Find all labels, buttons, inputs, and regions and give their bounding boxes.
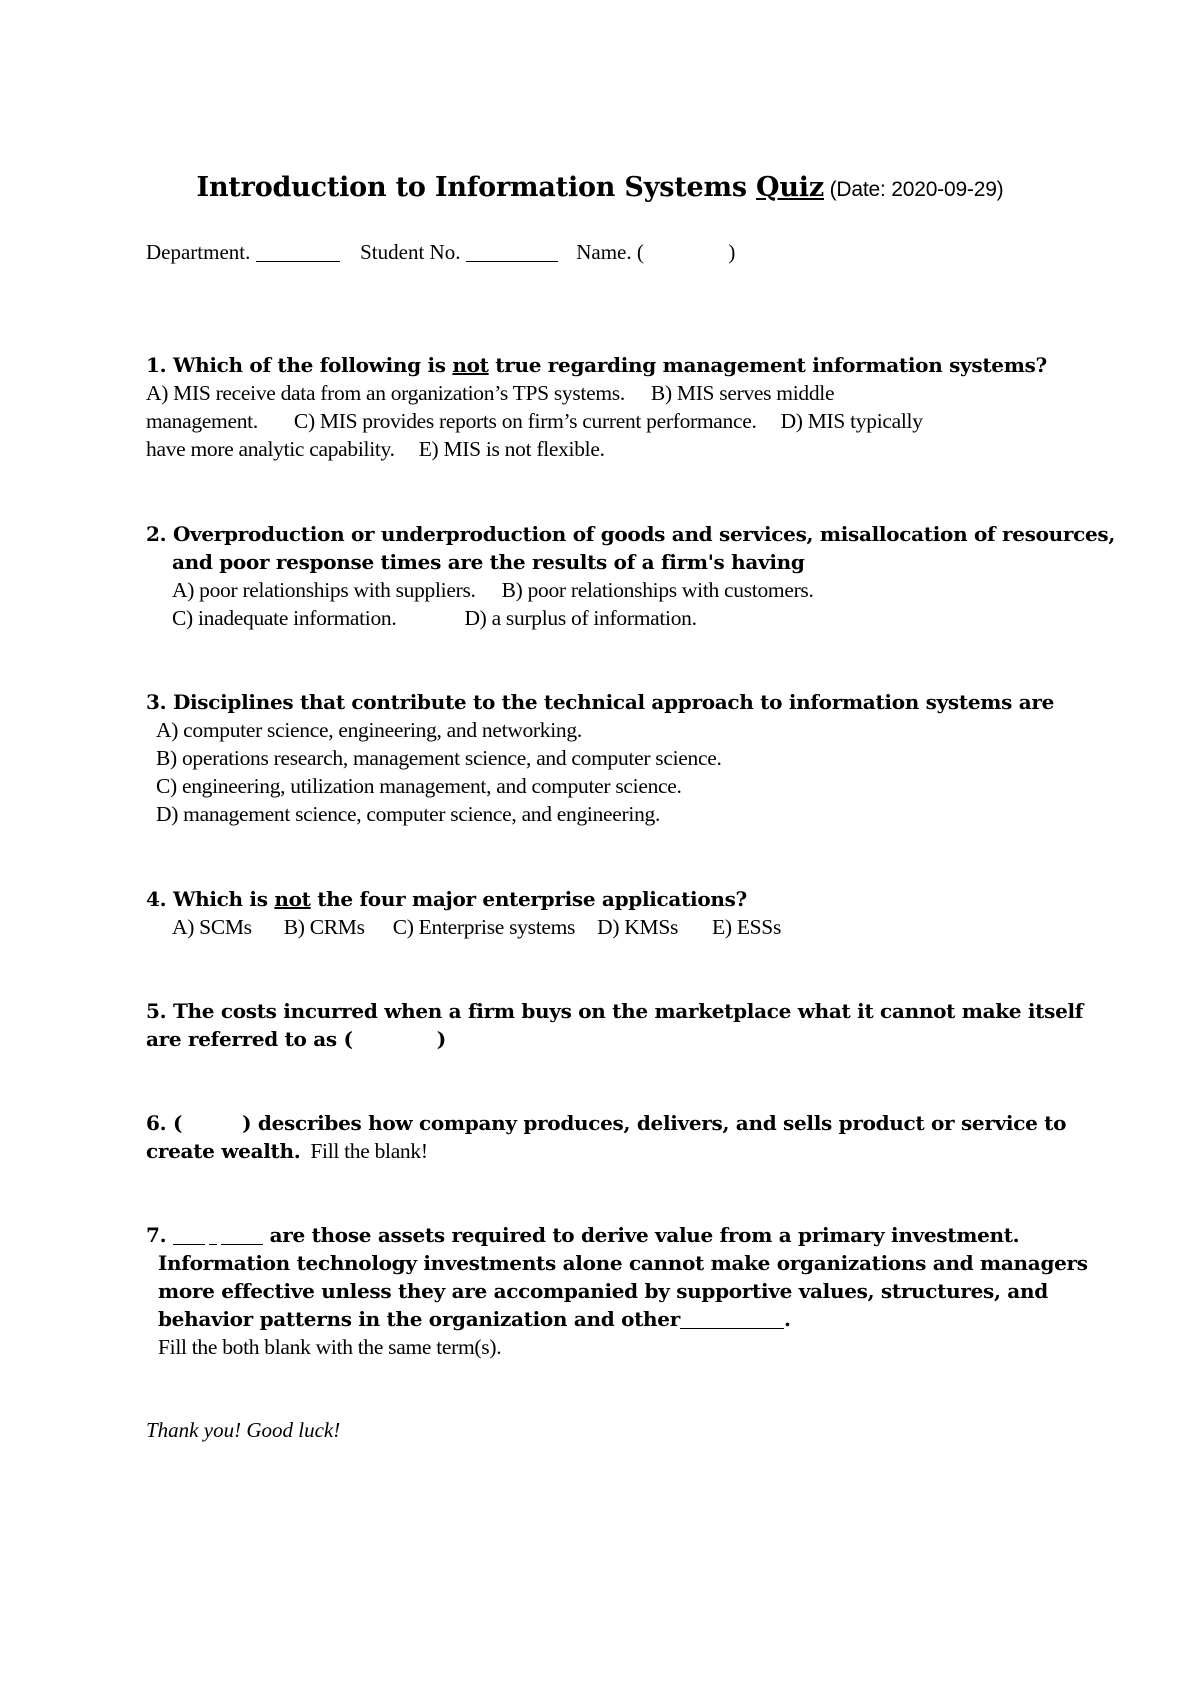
student-info-line — [146, 240, 735, 265]
thanks-message: Thank you! Good luck! — [146, 1418, 341, 1442]
page-title — [0, 172, 1200, 203]
q7-stem-line1: 7. are those assets required to derive value from a primary investment. — [146, 1223, 1020, 1247]
q2-options-line1 — [172, 576, 814, 604]
q7-stem-line3: more effective unless they are accompanied by supportive values, structures, and — [158, 1279, 1048, 1303]
q1-options-line2: management. C) MIS provides reports on firm’s current performance. D) MIS typically — [146, 409, 923, 433]
q3-option-a: A) computer science, engineering, and networking. — [156, 718, 582, 742]
q7-stem-line2: Information technology investments alone cannot make organizations and managers — [158, 1251, 1088, 1275]
q6-stem-line1: 6. ( ) describes how company produces, delivers, and sells product or service to — [146, 1111, 1067, 1135]
title-quiz: Quiz — [756, 172, 824, 203]
q6-hint: Fill the blank! — [310, 1139, 428, 1163]
q4-option-d: D) KMSs — [597, 915, 679, 939]
q5-stem-line2: are referred to as ( ) — [146, 1027, 446, 1051]
q2-option-c: C) inadequate information. — [172, 606, 397, 630]
q3-option-d: D) management science, computer science, and engineering. — [156, 802, 661, 826]
department-label: Department. — [146, 240, 251, 264]
q4-options — [172, 913, 781, 941]
q1-options-line3: have more analytic capability. E) MIS is not flexible. — [146, 437, 605, 461]
q3-option-c: C) engineering, utilization management, and computer science. — [156, 774, 682, 798]
q1-options-line1 — [146, 379, 834, 407]
q2-option-d: D) a surplus of information. — [464, 606, 697, 630]
q7-blank-1c[interactable] — [221, 1224, 263, 1245]
q2-stem-line2: and poor response times are the results of a firm's having — [172, 550, 805, 574]
q1-option-c: C) MIS provides reports on firm’s current performance. — [293, 409, 757, 433]
q2-option-b: B) poor relationships with customers. — [501, 578, 814, 602]
q2-stem-line1: 2. Overproduction or underproduction of goods and services, misallocation of resources, — [146, 522, 1116, 546]
department-blank[interactable] — [256, 240, 340, 262]
q1-option-b: B) MIS serves middle — [650, 381, 835, 405]
q1-stem: 1. Which of the following is not true regarding management information systems? — [146, 353, 1047, 377]
q6-stem-line2: create wealth. Fill the blank! — [146, 1139, 428, 1163]
q5-stem-line1: 5. The costs incurred when a firm buys on the marketplace what it cannot make itself — [146, 999, 1084, 1023]
student-no-blank[interactable] — [466, 240, 558, 262]
q7-blank-2[interactable] — [680, 1308, 784, 1329]
q3-option-b: B) operations research, management science, and computer science. — [156, 746, 722, 770]
name-label: Name. ( — [576, 240, 644, 264]
q1-option-e: E) MIS is not flexible. — [418, 437, 605, 461]
q2-options-line2 — [172, 604, 697, 632]
q1-option-a: A) MIS receive data from an organization’s TPS systems. — [146, 381, 625, 405]
q1-emphasis: not — [452, 353, 489, 377]
q4-stem: 4. Which is not the four major enterprise applications? — [146, 887, 747, 911]
q7-blank-1b[interactable] — [209, 1224, 217, 1245]
student-no-label: Student No. — [360, 240, 461, 264]
title-date: (Date: 2020-09-29) — [824, 178, 1004, 201]
name-close: ) — [728, 240, 736, 264]
q3-stem: 3. Disciplines that contribute to the technical approach to information systems are — [146, 690, 1055, 714]
q2-option-a: A) poor relationships with suppliers. — [172, 578, 476, 602]
q7-hint: Fill the both blank with the same term(s). — [158, 1335, 502, 1359]
q4-option-a: A) SCMs — [172, 915, 252, 939]
q7-blank-1a[interactable] — [173, 1224, 205, 1245]
q7-stem-line4: behavior patterns in the organization and other . — [158, 1307, 791, 1331]
q4-emphasis: not — [274, 887, 311, 911]
q4-option-b: B) CRMs — [283, 915, 365, 939]
q1-option-d: D) MIS typically — [780, 409, 923, 433]
q4-option-c: C) Enterprise systems — [392, 915, 576, 939]
title-main: Introduction to Information Systems — [196, 172, 757, 203]
q4-option-e: E) ESSs — [712, 915, 782, 939]
